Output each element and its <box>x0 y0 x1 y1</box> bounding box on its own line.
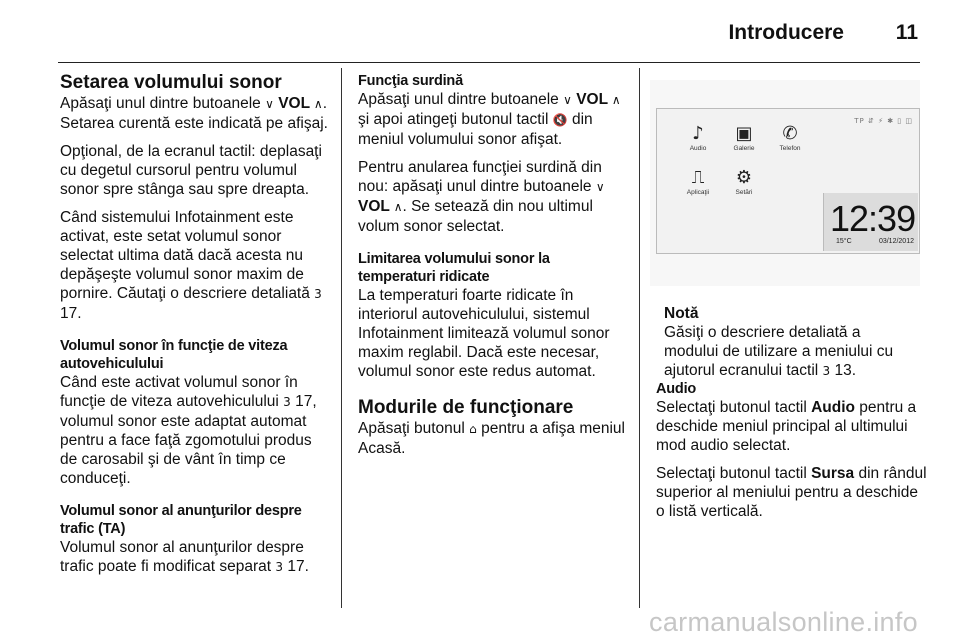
section-title-modes: Modurile de funcţionare <box>358 397 574 418</box>
subtitle-temp-limit: Limitarea volumului sonor la temperaturi ridicate <box>358 251 550 285</box>
paragraph-touch-slider: Opţional, de la ecranul tactil: deplasaţi cu degetul cursorul pentru volumul sonor spre stânga sau spre dreapta. <box>60 143 322 198</box>
apps-icon: ⎍ <box>691 167 705 188</box>
note-text: Găsiţi o descriere detaliată a modului de utilizare a meniului cu ajutorul ecranului tactil 3 13. <box>664 324 894 379</box>
paragraph-speed-volume: Când este activat volumul sonor în funcţie de viteza autovehiculului 3 17, volumul sonor este adaptat automat pentru a face faţă zgomotului produs de carosabil şi de vânt în timp ce conduceţi. <box>60 374 317 487</box>
vol-up-icon: ∧ <box>310 97 323 111</box>
paragraph-audio: Selectaţi butonul tactil Audio pentru a deschide meniul principal al ultimului mod audio selectat. <box>656 399 917 454</box>
page-number: 11 <box>895 21 918 44</box>
vol-down-icon: ∨ <box>265 97 274 111</box>
page-ref-icon: 3 <box>275 560 284 574</box>
paragraph-mute-on: Apăsaţi unul dintre butoanele ∨ VOL ∧ şi apoi atingeţi butonul tactil 🔇 din meniul volumului sonor afişat. <box>358 91 621 148</box>
paragraph-volume-buttons: Apăsaţi unul dintre butoanele ∨ VOL ∧. Setarea curentă este indicată pe afişaj. <box>60 95 328 132</box>
home-screen-illustration <box>656 108 920 254</box>
paragraph-startup-volume: Când sistemului Infotainment este activat, este setat volumul sonor selectat ultima dată dacă acesta nu depăşeşte volumul sonor maxim de pornire. Căutaţi o descriere detaliată 3 17. <box>60 209 322 322</box>
column-2 <box>358 72 628 467</box>
page-header <box>58 12 920 63</box>
vol-up-icon: ∧ <box>608 93 621 107</box>
page-ref-icon: 3 <box>283 395 291 409</box>
page-ref-icon: 3 <box>822 364 831 378</box>
date-readout: 03/12/2012 <box>878 238 914 245</box>
tile-audio: ♪ Audio <box>673 123 723 152</box>
paragraph-temp-limit: La temperaturi foarte ridicate în interiorul autovehiculului, sistemul Infotainment limitează volumul sonor maxim reglabil. Dacă este necesar, volumul sonor este redus automat. <box>358 287 610 380</box>
watermark: carmanualsonline.info <box>649 607 918 637</box>
subtitle-ta-volume: Volumul sonor al anunţurilor despre trafic (TA) <box>60 503 302 537</box>
vol-down-icon: ∨ <box>595 180 605 194</box>
subtitle-speed-volume: Volumul sonor în funcţie de viteza autovehiculului <box>60 338 288 372</box>
gear-icon: ⚙ <box>735 167 753 188</box>
tile-gallery: ▣ Galerie <box>719 123 769 152</box>
header-title: Introducere <box>728 21 844 44</box>
phone-icon: ✆ <box>782 123 798 144</box>
column-divider-2 <box>639 68 640 608</box>
paragraph-ta-volume: Volumul sonor al anunţurilor despre trafic poate fi modificat separat 3 17. <box>60 539 309 575</box>
mute-icon: 🔇 <box>552 113 568 127</box>
vol-up-icon: ∧ <box>389 200 403 214</box>
home-icon: ⌂ <box>469 422 477 436</box>
clock-panel <box>823 193 918 251</box>
vol-down-icon: ∨ <box>563 93 572 107</box>
page-ref-icon: 3 <box>314 287 322 301</box>
tile-phone: ✆ Telefon <box>765 123 815 152</box>
note-title: Notă <box>664 305 699 322</box>
tile-settings: ⚙ Setări <box>719 167 769 196</box>
column-3-text <box>656 380 930 530</box>
clock-display: 12:39 <box>830 198 916 239</box>
column-divider-1 <box>341 68 342 608</box>
paragraph-mute-off: Pentru anularea funcţiei surdină din nou: apăsaţi unul dintre butoanele ∨ VOL ∧. Se setează din nou ultimul volum sonor selectat. <box>358 159 605 235</box>
status-bar-icons: TP ⇵ ⚡ ✱ ▯ ◫ <box>854 117 913 125</box>
tile-apps: ⎍ Aplicaţii <box>673 167 723 196</box>
section-title-volume: Setarea volumului sonor <box>60 72 282 93</box>
temperature-readout: 15°C <box>836 238 852 245</box>
gallery-icon: ▣ <box>735 123 753 144</box>
subtitle-mute: Funcţia surdină <box>358 73 463 89</box>
note-box <box>664 304 914 381</box>
subtitle-audio: Audio <box>656 381 697 397</box>
column-1 <box>60 72 332 586</box>
paragraph-source: Selectaţi butonul tactil Sursa din rândul superior al meniului pentru a deschide o listă verticală. <box>656 465 927 520</box>
music-note-icon: ♪ <box>692 123 704 144</box>
paragraph-home: Apăsaţi butonul ⌂ pentru a afişa meniul Acasă. <box>358 420 625 457</box>
